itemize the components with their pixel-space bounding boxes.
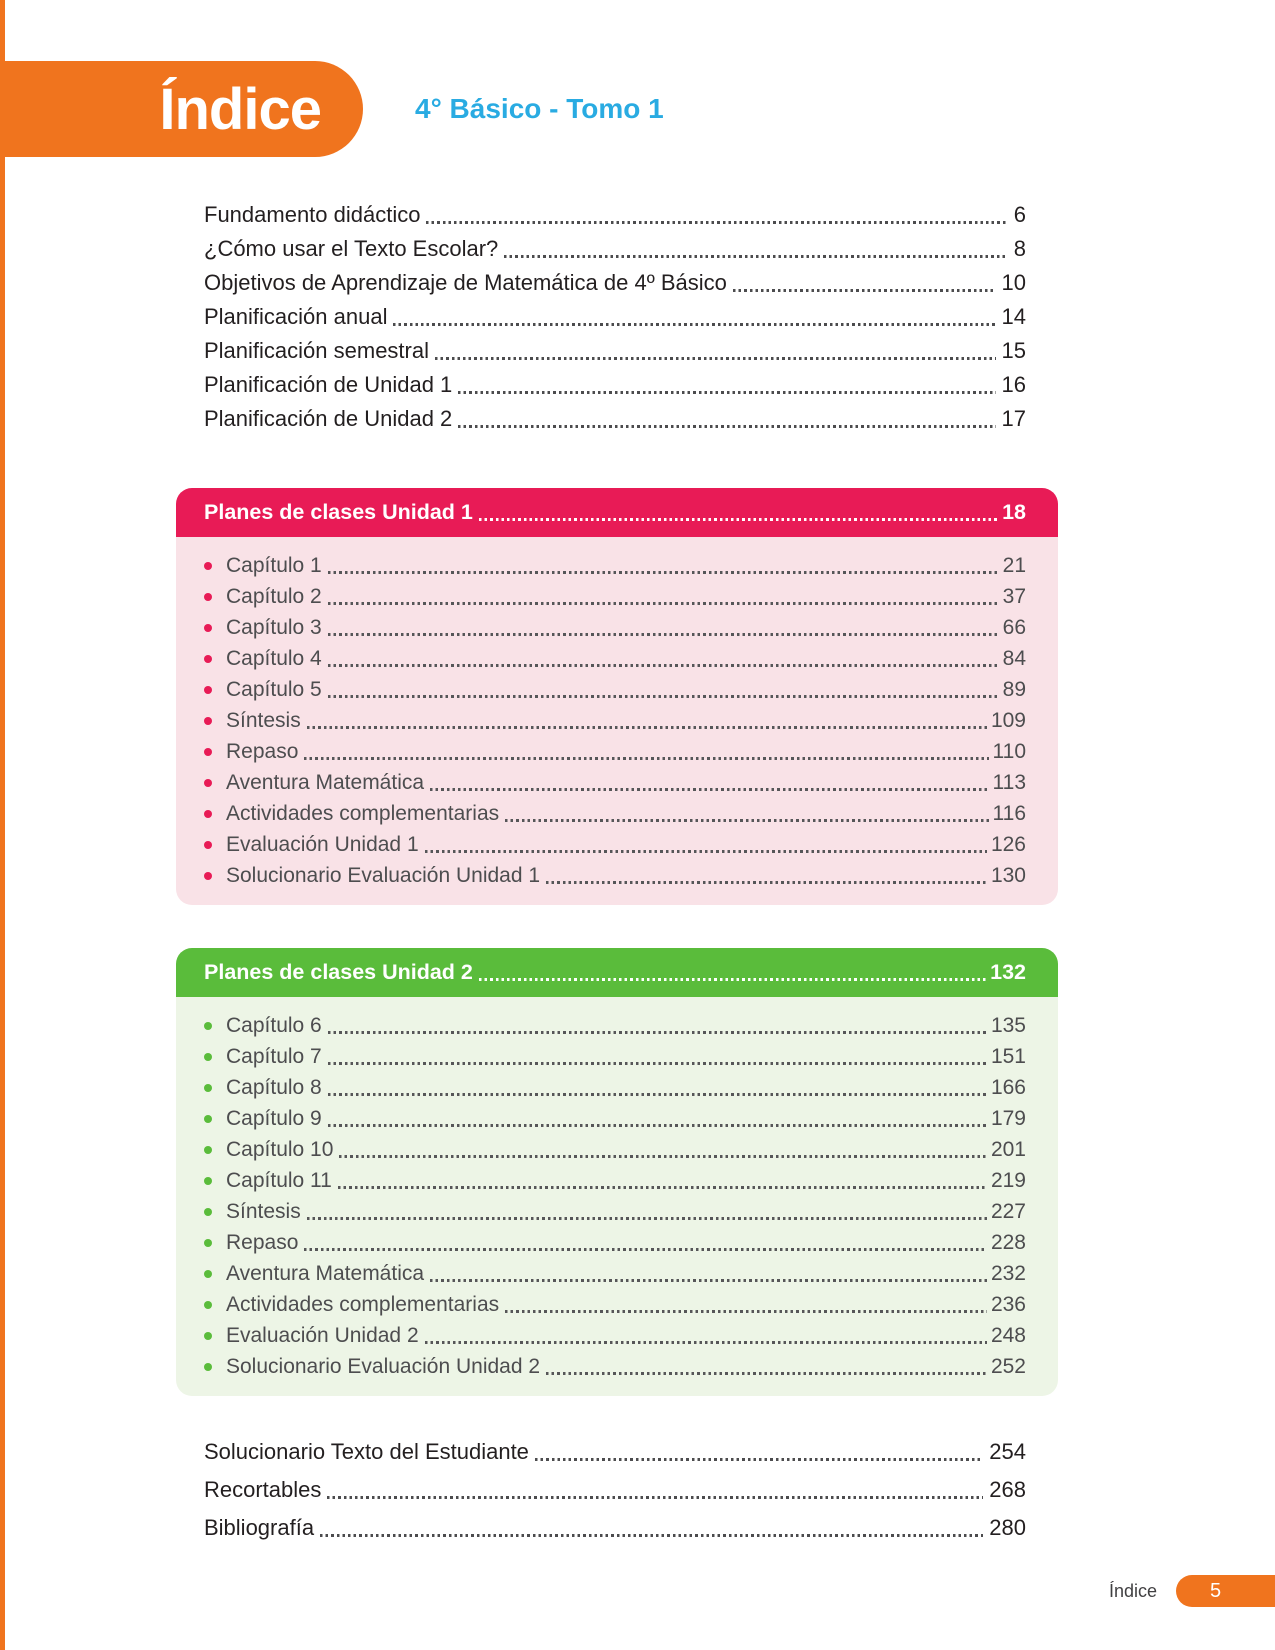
unit-item-label: Capítulo 8	[226, 1076, 322, 1099]
unit-item-page: 201	[990, 1138, 1026, 1161]
toc-entry[interactable]	[204, 266, 1026, 300]
dot-leader	[535, 1458, 983, 1461]
dot-leader	[328, 1124, 987, 1127]
bullet-icon	[204, 1239, 212, 1247]
dot-leader	[733, 289, 996, 292]
page-title: Índice	[159, 76, 321, 142]
unit-title: Planes de clases Unidad 1	[204, 500, 473, 524]
bullet-icon	[204, 1270, 212, 1278]
unit-item-label: Síntesis	[226, 709, 301, 732]
toc-entry-label: Planificación de Unidad 1	[204, 372, 453, 397]
footer-label: Índice	[1108, 1580, 1157, 1601]
unit-item[interactable]	[204, 736, 1026, 767]
dot-leader	[425, 850, 987, 853]
bullet-icon	[204, 810, 212, 818]
unit-2-section	[176, 948, 1058, 1396]
bullet-icon	[204, 1146, 212, 1154]
bullet-icon	[204, 1177, 212, 1185]
toc-entry[interactable]	[204, 198, 1026, 232]
index-title-badge	[0, 61, 363, 157]
unit-item-label: Capítulo 11	[226, 1169, 332, 1192]
dot-leader	[425, 1341, 987, 1344]
unit-2-item-list	[176, 997, 1058, 1396]
unit-item-label: Capítulo 7	[226, 1045, 322, 1068]
dot-leader	[307, 726, 987, 729]
unit-item[interactable]	[204, 612, 1026, 643]
toc-entry-label: Recortables	[204, 1477, 322, 1502]
unit-item-label: Repaso	[226, 740, 299, 763]
unit-item-page: 116	[992, 802, 1026, 825]
unit-item[interactable]	[204, 1196, 1026, 1227]
bullet-icon	[204, 1301, 212, 1309]
unit-item[interactable]	[204, 1072, 1026, 1103]
unit-1-item-list	[176, 537, 1058, 905]
unit-item[interactable]	[204, 674, 1026, 705]
unit-item-label: Aventura Matemática	[226, 1262, 425, 1285]
bullet-icon	[204, 1053, 212, 1061]
bullet-icon	[204, 1084, 212, 1092]
unit-2-header[interactable]	[176, 948, 1058, 997]
unit-page: 132	[990, 960, 1026, 984]
dot-leader	[327, 1496, 983, 1499]
bullet-icon	[204, 841, 212, 849]
unit-1-section	[176, 488, 1058, 905]
unit-item-page: 113	[992, 771, 1026, 794]
toc-entry[interactable]	[204, 1471, 1026, 1509]
unit-item-page: 110	[992, 740, 1026, 763]
unit-item[interactable]	[204, 1227, 1026, 1258]
toc-entry-page: 16	[1001, 372, 1026, 397]
toc-entry-page: 280	[989, 1515, 1026, 1540]
unit-item-page: 227	[990, 1200, 1026, 1223]
toc-entry[interactable]	[204, 1509, 1026, 1547]
unit-item-label: Repaso	[226, 1231, 299, 1254]
dot-leader	[458, 425, 995, 428]
bullet-icon	[204, 562, 212, 570]
unit-item[interactable]	[204, 767, 1026, 798]
dot-leader	[338, 1186, 987, 1189]
page-footer	[1109, 1575, 1275, 1607]
toc-entry-label: Bibliografía	[204, 1515, 315, 1540]
toc-bottom-list	[176, 1433, 1058, 1547]
toc-entry-label: Objetivos de Aprendizaje de Matemática de 4º Básico	[204, 270, 727, 295]
toc-entry-label: Planificación semestral	[204, 338, 429, 363]
unit-item-label: Actividades complementarias	[226, 1293, 500, 1316]
unit-page: 18	[1002, 500, 1026, 524]
unit-item-page: 232	[990, 1262, 1026, 1285]
unit-item-label: Capítulo 4	[226, 647, 322, 670]
bullet-icon	[204, 1022, 212, 1030]
unit-item[interactable]	[204, 1289, 1026, 1320]
unit-item-label: Solucionario Evaluación Unidad 1	[226, 864, 541, 887]
dot-leader	[435, 357, 996, 360]
dot-leader	[504, 255, 1007, 258]
unit-item[interactable]	[204, 1010, 1026, 1041]
unit-item[interactable]	[204, 1165, 1026, 1196]
unit-item-label: Evaluación Unidad 1	[226, 833, 419, 856]
unit-item-page: 236	[990, 1293, 1026, 1316]
unit-item-page: 151	[990, 1045, 1026, 1068]
unit-item[interactable]	[204, 1041, 1026, 1072]
bullet-icon	[204, 748, 212, 756]
unit-item-label: Solucionario Evaluación Unidad 2	[226, 1355, 541, 1378]
page-subtitle: 4° Básico - Tomo 1	[415, 93, 664, 124]
footer-page-number: 5	[1209, 1579, 1222, 1602]
dot-leader	[328, 695, 999, 698]
toc-entry-page: 6	[1013, 202, 1026, 227]
dot-leader	[328, 1062, 987, 1065]
unit-item-page: 21	[1002, 554, 1026, 577]
dot-leader	[479, 978, 986, 981]
toc-entry[interactable]	[204, 334, 1026, 368]
unit-item-label: Actividades complementarias	[226, 802, 500, 825]
bullet-icon	[204, 872, 212, 880]
dot-leader	[304, 757, 988, 760]
unit-item-label: Capítulo 1	[226, 554, 322, 577]
dot-leader	[505, 819, 988, 822]
unit-item[interactable]	[204, 829, 1026, 860]
bullet-icon	[204, 686, 212, 694]
dot-leader	[339, 1155, 987, 1158]
bullet-icon	[204, 717, 212, 725]
toc-entry-label: Planificación de Unidad 2	[204, 406, 453, 431]
dot-leader	[328, 633, 999, 636]
unit-item-page: 66	[1002, 616, 1026, 639]
unit-item[interactable]	[204, 798, 1026, 829]
unit-item-page: 135	[990, 1014, 1026, 1037]
toc-entry-page: 14	[1001, 304, 1026, 329]
dot-leader	[393, 323, 995, 326]
dot-leader	[505, 1310, 987, 1313]
toc-entry-page: 254	[989, 1439, 1026, 1464]
bullet-icon	[204, 1363, 212, 1371]
unit-item-label: Capítulo 9	[226, 1107, 322, 1130]
dot-leader	[479, 518, 998, 521]
unit-item[interactable]	[204, 1258, 1026, 1289]
toc-entry[interactable]	[204, 402, 1026, 436]
unit-item-label: Capítulo 3	[226, 616, 322, 639]
unit-item[interactable]	[204, 1320, 1026, 1351]
toc-content	[176, 198, 1058, 1547]
dot-leader	[546, 1372, 987, 1375]
dot-leader	[304, 1248, 987, 1251]
dot-leader	[328, 1031, 987, 1034]
bullet-icon	[204, 593, 212, 601]
toc-entry-label: ¿Cómo usar el Texto Escolar?	[204, 236, 499, 261]
bullet-icon	[204, 1208, 212, 1216]
toc-entry[interactable]	[204, 1433, 1026, 1471]
unit-item[interactable]	[204, 705, 1026, 736]
dot-leader	[328, 571, 999, 574]
unit-item-label: Aventura Matemática	[226, 771, 425, 794]
unit-item-label: Síntesis	[226, 1200, 301, 1223]
unit-item-label: Evaluación Unidad 2	[226, 1324, 419, 1347]
toc-entry-page: 17	[1001, 406, 1026, 431]
toc-top-list	[176, 198, 1058, 436]
unit-item[interactable]	[204, 860, 1026, 891]
unit-item[interactable]	[204, 1351, 1026, 1382]
unit-item[interactable]	[204, 1134, 1026, 1165]
dot-leader	[546, 881, 987, 884]
unit-item-page: 179	[990, 1107, 1026, 1130]
toc-entry-label: Fundamento didáctico	[204, 202, 421, 227]
unit-item-page: 109	[990, 709, 1026, 732]
toc-entry[interactable]	[204, 368, 1026, 402]
dot-leader	[328, 602, 999, 605]
unit-title: Planes de clases Unidad 2	[204, 960, 473, 984]
bullet-icon	[204, 1332, 212, 1340]
toc-entry-page: 268	[989, 1477, 1026, 1502]
unit-item[interactable]	[204, 1103, 1026, 1134]
unit-item-page: 219	[990, 1169, 1026, 1192]
footer-page-pill	[1176, 1575, 1275, 1607]
toc-entry[interactable]	[204, 300, 1026, 334]
unit-item-page: 84	[1002, 647, 1026, 670]
toc-entry-label: Planificación anual	[204, 304, 388, 329]
dot-leader	[328, 664, 999, 667]
unit-item[interactable]	[204, 550, 1026, 581]
toc-entry-page: 15	[1001, 338, 1026, 363]
dot-leader	[426, 221, 1007, 224]
unit-item[interactable]	[204, 581, 1026, 612]
unit-item-page: 89	[1002, 678, 1026, 701]
unit-item-page: 228	[990, 1231, 1026, 1254]
dot-leader	[430, 788, 988, 791]
bullet-icon	[204, 655, 212, 663]
bullet-icon	[204, 624, 212, 632]
toc-entry[interactable]	[204, 232, 1026, 266]
dot-leader	[328, 1093, 987, 1096]
dot-leader	[458, 391, 995, 394]
dot-leader	[307, 1217, 987, 1220]
unit-item-label: Capítulo 6	[226, 1014, 322, 1037]
unit-item-page: 248	[990, 1324, 1026, 1347]
unit-item-label: Capítulo 2	[226, 585, 322, 608]
bullet-icon	[204, 1115, 212, 1123]
unit-item-page: 126	[990, 833, 1026, 856]
unit-item-label: Capítulo 5	[226, 678, 322, 701]
toc-entry-page: 8	[1013, 236, 1026, 261]
unit-item-page: 130	[990, 864, 1026, 887]
left-border-strip	[0, 0, 5, 1650]
dot-leader	[430, 1279, 987, 1282]
unit-item-page: 37	[1002, 585, 1026, 608]
unit-item-page: 252	[990, 1355, 1026, 1378]
unit-1-header[interactable]	[176, 488, 1058, 537]
toc-entry-label: Solucionario Texto del Estudiante	[204, 1439, 529, 1464]
unit-item-page: 166	[990, 1076, 1026, 1099]
unit-item-label: Capítulo 10	[226, 1138, 334, 1161]
toc-entry-page: 10	[1001, 270, 1026, 295]
bullet-icon	[204, 779, 212, 787]
dot-leader	[320, 1534, 983, 1537]
unit-item[interactable]	[204, 643, 1026, 674]
